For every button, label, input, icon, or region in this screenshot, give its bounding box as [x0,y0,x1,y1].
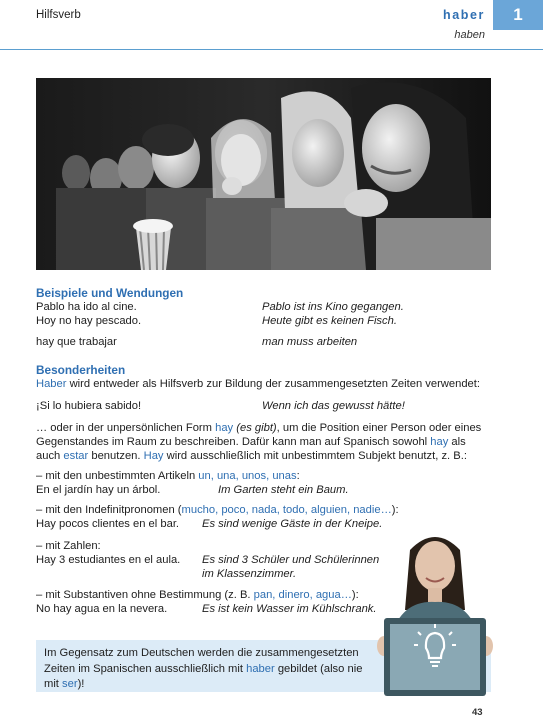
text: Gegenstandes im Raum zu beschreiben. Dafür kann man auf Spanisch sowohl [36,436,431,448]
cinema-audience-photo [36,78,491,270]
text: – mit den unbestimmten Artikeln [36,470,199,482]
text: auch [36,450,64,462]
text: … oder in der unpersönlichen Form [36,422,216,434]
text: – mit Substantiven ohne Bestimmung (z. B. [36,589,254,601]
header-rule [0,49,543,50]
example-de: im Klassenzimmer. [202,568,297,580]
paragraph-line [36,436,466,448]
term-hay: hay [215,422,234,434]
text: ): [351,589,359,601]
text: – mit den Indefinitpronomen ( [36,504,182,516]
term-hay: hay [430,436,449,448]
example-es: ¡Si lo hubiera sabido! [36,400,142,412]
term-haber: haber [246,662,275,675]
example-de: Es sind 3 Schüler und Schülerinnen [202,554,380,566]
example-de: Pablo ist ins Kino gegangen. [262,301,404,313]
special-heading: Besonderheiten [36,363,126,377]
headword-translation: haben [454,29,485,41]
page-number: 43 [472,707,483,718]
text: ): [391,504,399,516]
text: benutzen. [88,450,144,462]
example-de: Es sind wenige Gäste in der Kneipe. [202,518,383,530]
section-label: Hilfsverb [36,9,81,21]
paragraph-line [36,450,467,462]
example-es: hay que trabajar [36,336,117,348]
example-es: No hay agua en la nevera. [36,603,168,615]
example-de: Es ist kein Wasser im Kühlschrank. [202,603,377,615]
tip-text [44,646,374,693]
term-list: mucho, poco, nada, todo, alguien, nadie… [181,504,392,516]
text: Im Gegensatz zum Deutschen werden die zusammengesetzten Zeiten im Spanischen ausschließlich mit [44,647,359,675]
example-es: Hay 3 estudiantes en el aula. [36,554,181,566]
rule-label [36,589,359,601]
text: )! [77,678,85,690]
example-es: Hoy no hay pescado. [36,315,142,327]
example-es: Pablo ha ido al cine. [36,301,137,313]
term-estar: estar [63,450,89,462]
term-haber: Haber [36,378,67,390]
text: (es gibt) [233,422,277,434]
rule-label [36,470,300,482]
term-list: pan, dinero, agua… [253,589,352,601]
term-hay: Hay [143,450,164,462]
chapter-tab: 1 [493,0,543,30]
term-ser: ser [62,678,78,690]
example-de: Im Garten steht ein Baum. [218,484,349,496]
woman-holding-tablet-illustration [370,528,500,698]
special-intro [36,378,480,390]
text: wird ausschließlich mit unbestimmtem Subjekt benutzt, z. B.: [163,450,467,462]
examples-heading: Beispiele und Wendungen [36,286,184,300]
example-es: Hay pocos clientes en el bar. [36,518,180,530]
text: gebildet (also nie mit [44,662,363,690]
paragraph-line [36,422,481,434]
term-list: un, una, unos, unas [198,470,297,482]
text: als [448,436,466,448]
example-de: Wenn ich das gewusst hätte! [262,400,405,412]
rule-label [36,504,399,516]
example-es: En el jardín hay un árbol. [36,484,161,496]
intro-text: wird entweder als Hilfsverb zur Bildung der zusammengesetzten Zeiten verwendet: [66,378,480,390]
headword: haber [442,8,485,22]
text: , um die Position einer Person oder eines [276,422,482,434]
rule-label: – mit Zahlen: [36,540,101,552]
text: : [296,470,300,482]
example-de: Heute gibt es keinen Fisch. [262,315,397,327]
example-de: man muss arbeiten [262,336,358,348]
